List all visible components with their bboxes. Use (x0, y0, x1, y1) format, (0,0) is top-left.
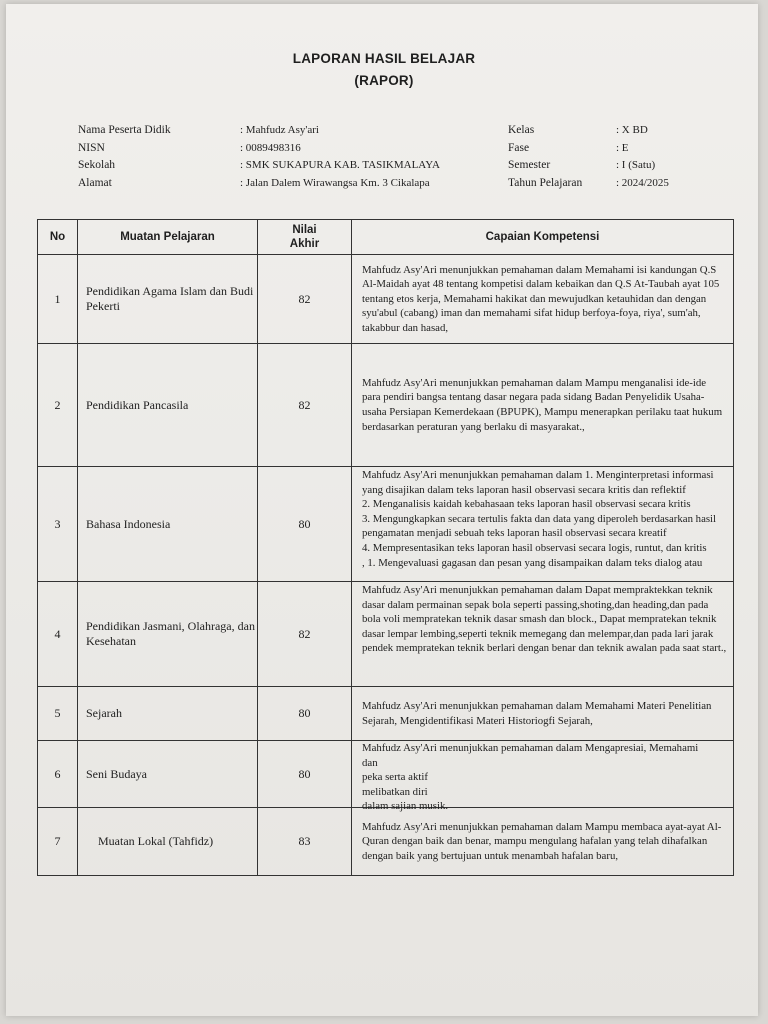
row-no: 4 (38, 582, 78, 687)
row-competency: Mahfudz Asy'Ari menunjukkan pemahaman dalam Memahami isi kandungan Q.S Al-Maidah ayat 48 tentang kompetisi dalam kebaikan dan Q.S At-Taubah ayat 105 tentang etos kerja, Memahami hakikat dan mewujudkan ketauhidan dan dengan syu'abul (cabang) iman dan memahami sifat hidup berfoya-foya, riya', sum'ah, takabbur dan hasad, (352, 255, 734, 344)
info-row-year (508, 175, 669, 193)
row-score: 83 (258, 808, 352, 876)
competency-line: Mahfudz Asy'Ari menunjukkan pemahaman dalam Mengapresiai, Memahami (362, 742, 699, 754)
row-competency: Mahfudz Asy'Ari menunjukkan pemahaman dalam Mampu membaca ayat-ayat Al-Quran dengan baik dan benar, mampu mengulang hafalan yang telah dihafalkan dengan baik yang bertujuan untuk menambah hafalan baru, (352, 808, 734, 876)
competency-line: peka serta aktif (362, 771, 428, 784)
student-info-right (508, 122, 669, 192)
info-label: Tahun Pelajaran (508, 176, 583, 189)
table-row (38, 344, 734, 467)
row-score: 80 (258, 687, 352, 741)
row-subject: Pendidikan Jasmani, Olahraga, dan Kesehatan (78, 582, 258, 687)
info-label: Semester (508, 159, 551, 171)
table-row (38, 255, 734, 344)
info-value: : SMK SUKAPURA KAB. TASIKMALAYA (240, 159, 440, 171)
row-competency (352, 467, 734, 582)
info-label: Sekolah (78, 159, 116, 171)
header-score-label: Nilai Akhir (289, 224, 320, 250)
info-row-school (78, 157, 440, 175)
competency-text (362, 468, 727, 576)
row-subject: Pendidikan Agama Islam dan Budi Pekerti (78, 255, 258, 344)
table-header-row (38, 220, 734, 255)
row-subject: Seni Budaya (78, 741, 258, 808)
competency-line: 2. Menganalisis kaidah kebahasaan teks laporan hasil observasi secara kritis (362, 498, 691, 511)
info-row-nisn (78, 140, 440, 158)
row-score: 82 (258, 344, 352, 467)
row-competency (352, 582, 734, 687)
row-score: 82 (258, 255, 352, 344)
table-row (38, 687, 734, 741)
row-no: 3 (38, 467, 78, 582)
info-row-semester (508, 157, 669, 175)
row-score: 80 (258, 467, 352, 582)
info-value: : E (616, 141, 629, 154)
row-no: 6 (38, 741, 78, 808)
row-no: 7 (38, 808, 78, 876)
info-row-address (78, 175, 440, 193)
info-value: : 2024/2025 (616, 176, 669, 189)
info-label: Alamat (78, 176, 112, 189)
info-label: Kelas (508, 124, 535, 136)
table-row (38, 741, 734, 808)
table-row (38, 808, 734, 876)
row-competency: Mahfudz Asy'Ari menunjukkan pemahaman dalam Memahami Materi Penelitian Sejarah, Mengidentifikasi Materi Historiogfi Sejarah, (352, 687, 734, 741)
table-row (38, 582, 734, 687)
competency-line: dalam sajian musik. (362, 800, 449, 813)
row-competency (352, 741, 734, 813)
row-competency: Mahfudz Asy'Ari menunjukkan pemahaman dalam Mampu menganalisi ide-ide para pendiri bangsa tentang dasar negara pada sidang Badan Penyelidik Usaha-usaha Persiapan Kemerdekaan (BPUPK), Mampu menerapkan perilaku taat hukum berdasarkan peraturan yang berlaku di masyarakat., (352, 344, 734, 467)
info-row-phase (508, 140, 669, 158)
header-no: No (38, 220, 78, 255)
table-row (38, 467, 734, 582)
row-subject: Pendidikan Pancasila (78, 344, 258, 467)
competency-line: melibatkan diri (362, 785, 428, 798)
info-value: : Mahfudz Asy'ari (240, 124, 319, 136)
info-label: Nama Peserta Didik (78, 124, 171, 136)
row-score: 80 (258, 741, 352, 808)
info-value: : 0089498316 (240, 141, 301, 154)
competency-line: 4. Mempresentasikan teks laporan hasil observasi secara logis, runtut, dan kritis (362, 541, 707, 554)
competency-line: Mahfudz Asy'Ari menunjukkan pemahaman dalam 1. Menginterpretasi informasi yang disajikan dalam teks laporan hasil observasi secara kritis dan reflektif (362, 469, 714, 496)
row-score: 82 (258, 582, 352, 687)
report-subtitle: (RAPOR) (354, 73, 414, 88)
competency-line: 3. Mengungkapkan secara tertulis fakta dan data yang diperoleh berdasarkan hasil pengamatan menjadi sebuah teks laporan hasil observasi secara kreatif (362, 512, 717, 540)
row-no: 5 (38, 687, 78, 741)
competency-line: dan (362, 756, 378, 769)
header-score (258, 220, 352, 255)
header-competency: Capaian Kompetensi (352, 220, 734, 255)
info-row-name (78, 122, 440, 140)
info-label: Fase (508, 141, 530, 154)
grades-table (37, 219, 734, 876)
row-subject: Sejarah (78, 687, 258, 741)
info-value: : X BD (616, 124, 648, 136)
info-label: NISN (78, 141, 105, 154)
competency-text: Mahfudz Asy'Ari menunjukkan pemahaman dalam Dapat mempraktekkan teknik dasar dalam permainan sepak bola seperti passing,shoting,dan heading,dan pada bola voli mempratekan teknik dasar smash dan block., Dapat mempratekan teknik dasar lempar lembing,seperti teknik memegang dan melempar,dan pada lari jarak pendek mempratekan teknik berlari dengan benar dan teknik awalan pada saat start., (362, 584, 727, 655)
row-subject: Bahasa Indonesia (78, 467, 258, 582)
row-no: 1 (38, 255, 78, 344)
row-no: 2 (38, 344, 78, 467)
info-row-class (508, 122, 669, 140)
header-subject: Muatan Pelajaran (78, 220, 258, 255)
competency-text (362, 741, 727, 813)
info-value: : Jalan Dalem Wirawangsa Km. 3 Cikalapa (240, 176, 430, 189)
report-title: LAPORAN HASIL BELAJAR (292, 51, 476, 66)
student-info-left (78, 122, 440, 192)
competency-line: , 1. Mengevaluasi gagasan dan pesan yang disampaikan dalam teks dialog atau (362, 556, 703, 569)
row-subject: Muatan Lokal (Tahfidz) (78, 808, 258, 876)
info-value: : I (Satu) (616, 159, 656, 171)
